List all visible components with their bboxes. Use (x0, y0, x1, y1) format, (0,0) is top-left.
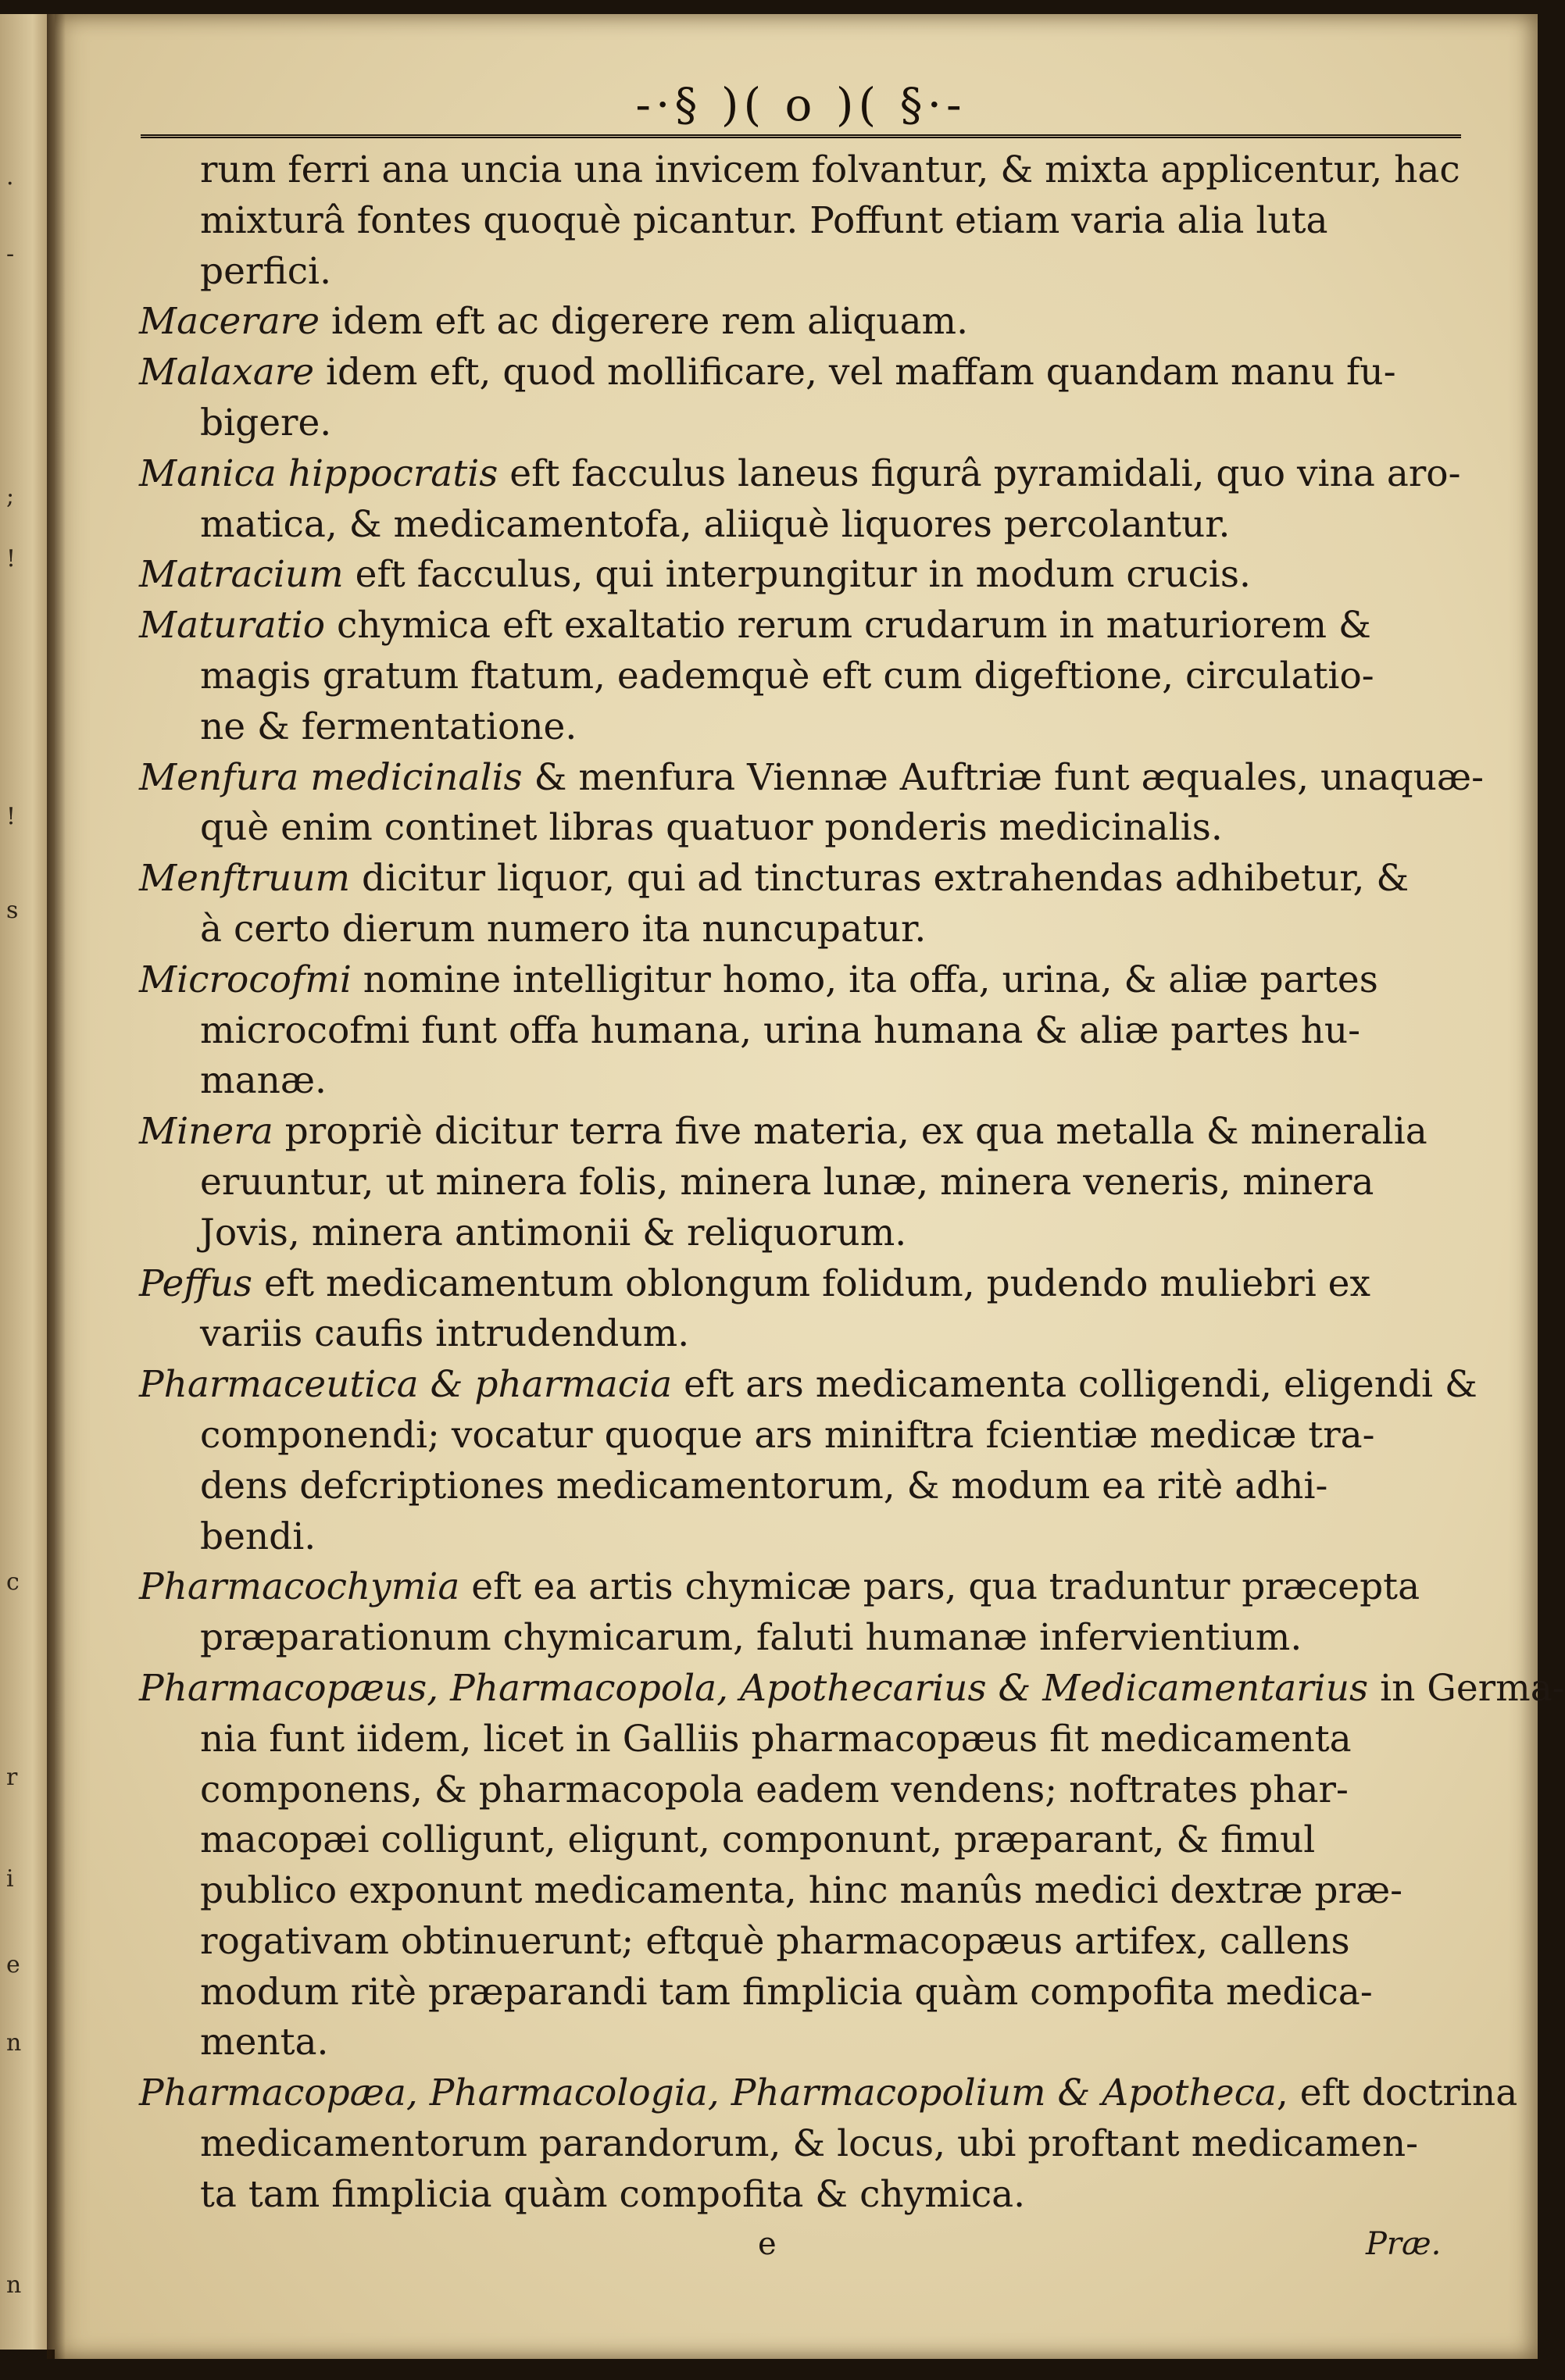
entry-term: Pharmacopæa, Pharmacologia, Pharmacopolium & Apotheca (139, 2071, 1277, 2115)
line-text: perfici. (200, 249, 332, 293)
text-line (139, 803, 1461, 854)
text-line (139, 905, 1461, 955)
text-line (139, 1968, 1461, 2018)
line-text: medicamentorum parandorum, & locus, ubi proftant medicamen- (200, 2122, 1419, 2166)
glossary-entry-line (139, 601, 1461, 651)
page-header-ornament: -·§ )( o )( §·- (635, 78, 967, 131)
line-text: chymica eft exaltatio rerum crudarum in maturiorem & (325, 604, 1371, 648)
entry-term: Microcofmi (139, 958, 352, 1001)
line-text: & menfura Viennæ Auftriæ funt æquales, unaquæ- (522, 755, 1484, 799)
glossary-entry-line (139, 1562, 1461, 1613)
glossary-entry-line (139, 1664, 1565, 1715)
glossary-entry-line (139, 449, 1461, 500)
line-text: in Germa- (1368, 1666, 1565, 1710)
glossary-entry-line (139, 1107, 1461, 1158)
entry-term: Maturatio (139, 604, 326, 648)
previous-page-edge: · - ; ! ! s c r i e n n (0, 14, 55, 2350)
entry-term: Minera (139, 1110, 273, 1154)
line-text: magis gratum ftatum, eademquè eft cum digeftione, circulatio- (200, 654, 1374, 698)
text-line (139, 2170, 1461, 2221)
line-text: eruuntur, ut minera folis, minera lunæ, minera veneris, minera (200, 1160, 1374, 1204)
text-line (139, 500, 1461, 551)
line-text: eft ars medicamenta colligendi, eligendi & (672, 1363, 1477, 1407)
binding-gutter (47, 14, 66, 2359)
line-text: manæ. (200, 1059, 327, 1103)
glossary-entry-line (139, 753, 1484, 804)
line-text: menta. (200, 2021, 329, 2064)
line-text: dicitur liquor, qui ad tincturas extrahendas adhibetur, & (350, 857, 1410, 901)
entry-term: Menftruum (139, 857, 351, 901)
line-text: rogativam obtinuerunt; eftquè pharmacopæus artifex, callens (200, 1919, 1350, 1963)
text-line (139, 1056, 1461, 1107)
text-line (139, 145, 1461, 196)
text-line (139, 398, 1461, 449)
line-text: dens defcriptiones medicamentorum, & modum ea ritè adhi- (200, 1464, 1328, 1508)
text-line (139, 196, 1461, 247)
glossary-entry-line (139, 2068, 1518, 2119)
line-text: , eft doctrina (1276, 2071, 1518, 2115)
glossary-entry-line (139, 1259, 1461, 1310)
line-text: publico exponunt medicamenta, hinc manûs medici dextræ præ- (200, 1869, 1402, 1913)
entry-term: Macerare (139, 300, 320, 344)
line-text: mixturâ fontes quoquè picantur. Poffunt etiam varia alia luta (200, 198, 1328, 242)
text-line (139, 651, 1461, 702)
catchword: Præ. (1366, 2226, 1442, 2262)
line-text: idem eft ac digerere rem aliquam. (320, 300, 969, 344)
line-text: què enim continet libras quatuor ponderis medicinalis. (200, 806, 1223, 850)
text-line (139, 1006, 1461, 1057)
glossary-entry-line (139, 297, 1461, 348)
line-text: matica, & medicamentofa, aliiquè liquores percolantur. (200, 502, 1231, 546)
header-rule (141, 134, 1461, 138)
glossary-entry-line (139, 955, 1461, 1006)
entry-term: Pharmaceutica & pharmacia (139, 1363, 673, 1407)
glossary-entry-line (139, 348, 1461, 398)
line-text: bendi. (200, 1515, 316, 1558)
line-text: præparationum chymicarum, faluti humanæ infervientium. (200, 1616, 1302, 1660)
line-text: nia funt iidem, licet in Galliis pharmacopæus fit medicamenta (200, 1717, 1352, 1761)
body-text (139, 145, 1565, 2221)
text-line (139, 1208, 1461, 1259)
line-text: rum ferri ana uncia una invicem folvantur, & mixta applicentur, hac (200, 148, 1460, 191)
text-line (139, 247, 1461, 298)
text-line (139, 2018, 1461, 2068)
text-line (139, 1765, 1461, 1816)
entry-term: Matracium (139, 553, 344, 597)
signature-mark: e (758, 2226, 777, 2262)
line-text: ne & fermentatione. (200, 705, 577, 748)
line-text: modum ritè præparandi tam fimplicia quàm compofita medica- (200, 1970, 1373, 2014)
line-text: bigere. (200, 401, 332, 444)
text-line (139, 1158, 1461, 1208)
line-text: componendi; vocatur quoque ars miniftra fcientiæ medicæ tra- (200, 1413, 1375, 1457)
line-text: nomine intelligitur homo, ita offa, urina, & aliæ partes (351, 958, 1378, 1001)
text-line (139, 702, 1461, 753)
line-text: idem eft, quod mollificare, vel maffam quandam manu fu- (314, 351, 1396, 394)
line-text: eft facculus, qui interpungitur in modum crucis. (343, 553, 1251, 597)
entry-term: Peffus (139, 1261, 253, 1305)
entry-term: Menfura medicinalis (139, 755, 523, 799)
entry-term: Pharmacochymia (139, 1565, 460, 1609)
text-line (139, 1613, 1461, 1664)
line-text: Jovis, minera antimonii & reliquorum. (200, 1211, 907, 1254)
line-text: ta tam fimplicia quàm compofita & chymica. (200, 2172, 1026, 2216)
line-text: microcofmi funt offa humana, urina humana & aliæ partes hu- (200, 1008, 1361, 1052)
text-line (139, 2119, 1461, 2170)
text-line (139, 1512, 1461, 1563)
glossary-entry-line (139, 854, 1461, 905)
line-text: propriè dicitur terra five materia, ex qua metalla & mineralia (273, 1110, 1427, 1154)
text-line (139, 1815, 1461, 1866)
entry-term: Manica hippocratis (139, 451, 498, 495)
line-text: componens, & pharmacopola eadem vendens; noftrates phar- (200, 1768, 1349, 1811)
line-text: macopæi colligunt, eligunt, componunt, præparant, & fimul (200, 1818, 1316, 1862)
text-line (139, 1309, 1461, 1360)
text-line (139, 1461, 1461, 1512)
text-line (139, 1411, 1461, 1461)
line-text: eft ea artis chymicæ pars, qua traduntur præcepta (459, 1565, 1420, 1609)
line-text: eft medicamentum oblongum folidum, pudendo muliebri ex (252, 1261, 1370, 1305)
entry-term: Malaxare (139, 351, 315, 394)
text-line (139, 1715, 1461, 1765)
line-text: à certo dierum numero ita nuncupatur. (200, 907, 927, 951)
text-line (139, 1866, 1461, 1917)
entry-term: Pharmacopæus, Pharmacopola, Apothecarius & Medicamentarius (139, 1666, 1369, 1710)
text-line (139, 1917, 1461, 1968)
line-text: eft facculus laneus figurâ pyramidali, quo vina aro- (498, 451, 1461, 495)
line-text: variis caufis intrudendum. (200, 1312, 690, 1356)
glossary-entry-line (139, 1360, 1477, 1411)
glossary-entry-line (139, 550, 1461, 601)
